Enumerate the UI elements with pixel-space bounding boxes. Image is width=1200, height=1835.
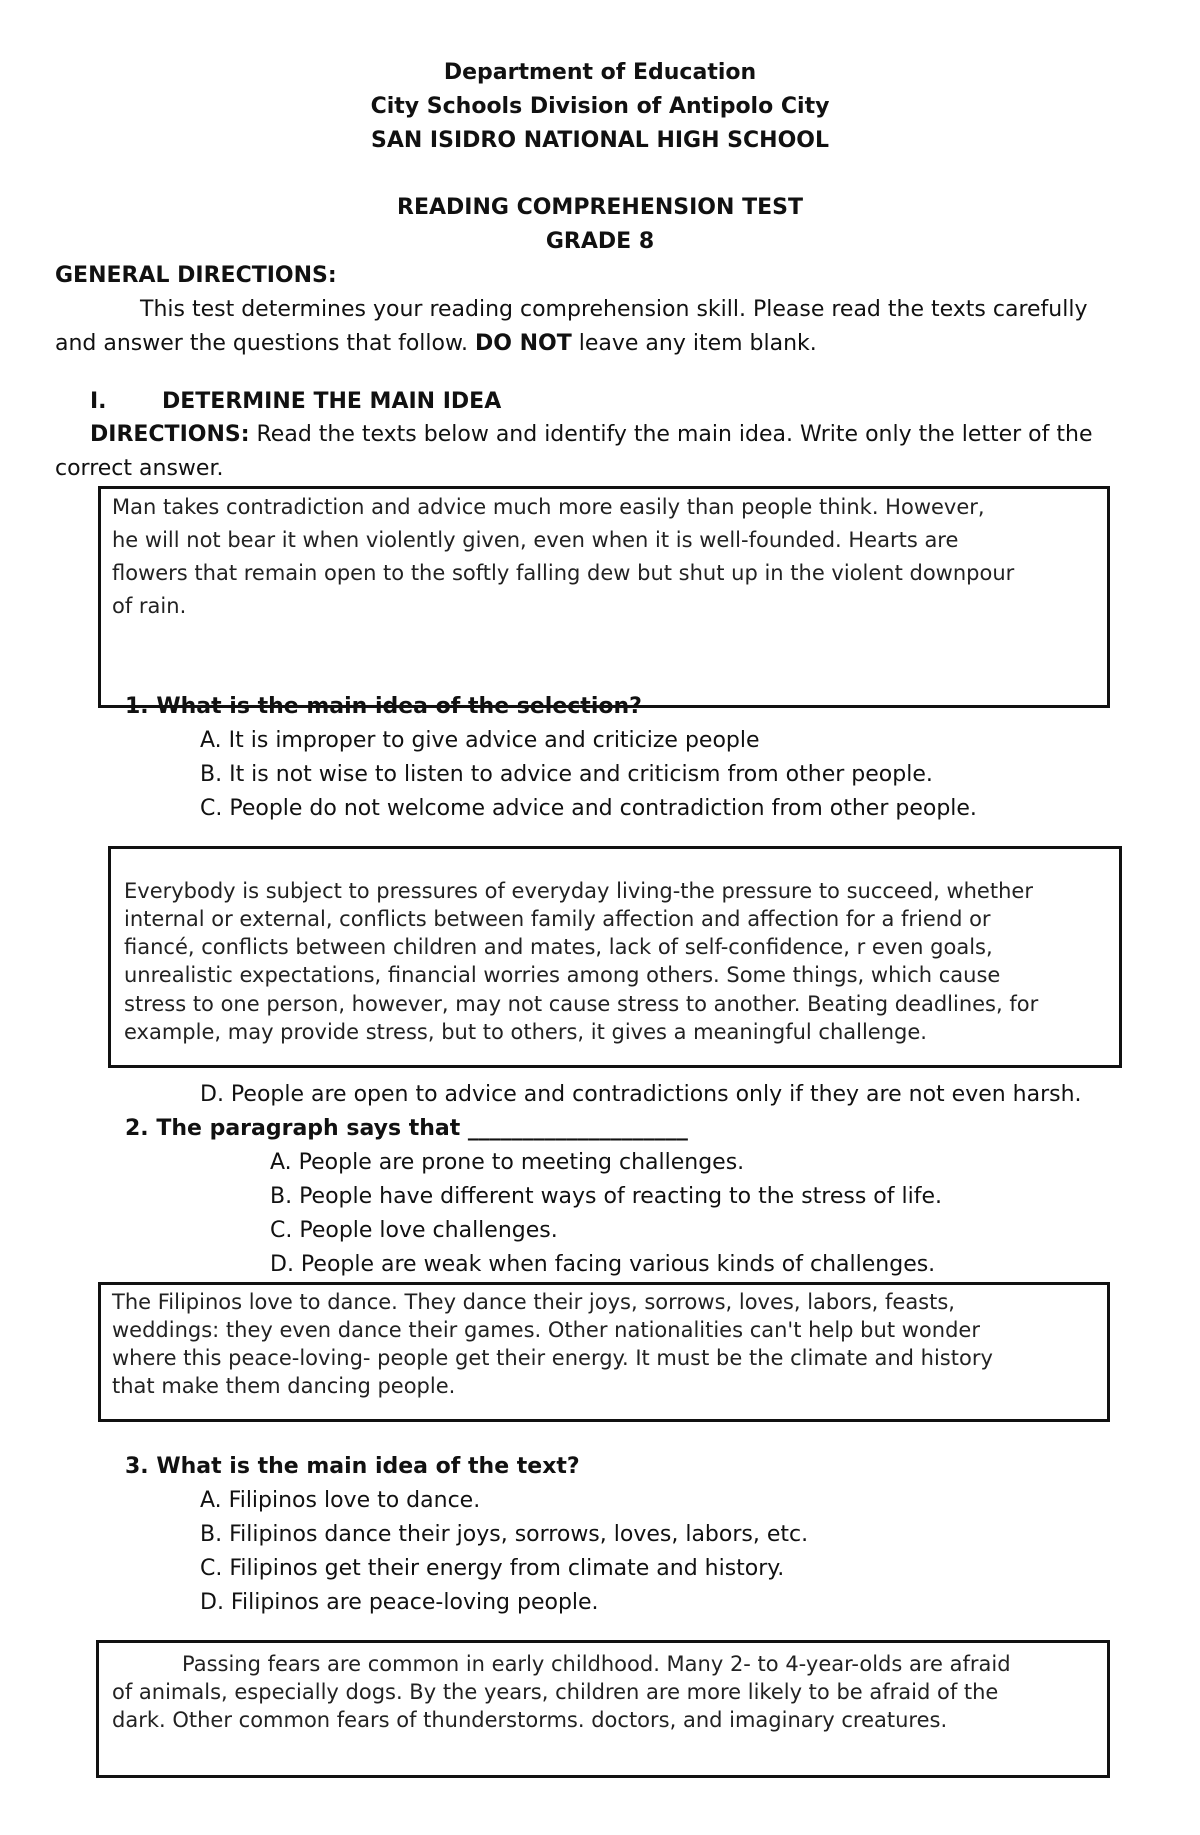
passage-2-line: example, may provide stress, but to others, it gives a meaningful challenge.	[124, 1020, 927, 1044]
passage-2-line: Everybody is subject to pressures of everyday living-the pressure to succeed, whether	[124, 879, 1033, 903]
passage-1-line: flowers that remain open to the softly falling dew but shut up in the violent downpour	[112, 561, 1015, 585]
question-1: 1. What is the main idea of the selection?	[125, 694, 642, 719]
question-1-choice-d: D. People are open to advice and contradictions only if they are not even harsh.	[200, 1082, 1082, 1107]
header-department: Department of Education	[443, 60, 757, 85]
passage-2-line: unrealistic expectations, financial worries among others. Some things, which cause	[124, 963, 1001, 987]
general-directions-heading: GENERAL DIRECTIONS:	[55, 263, 337, 288]
section-directions-label: DIRECTIONS:	[90, 422, 250, 447]
question-1-choice-c: C. People do not welcome advice and contradiction from other people.	[200, 796, 977, 821]
directions-text-part: leave any item blank.	[571, 331, 817, 356]
general-directions-text-2	[55, 327, 817, 361]
question-1-choice-a: A. It is improper to give advice and criticize people	[200, 728, 760, 753]
header-school: SAN ISIDRO NATIONAL HIGH SCHOOL	[370, 128, 829, 153]
header-division: City Schools Division of Antipolo City	[370, 94, 830, 119]
question-2-choice-b: B. People have different ways of reacting to the stress of life.	[270, 1184, 942, 1209]
question-2-choice-c: C. People love challenges.	[270, 1218, 558, 1243]
question-3: 3. What is the main idea of the text?	[125, 1454, 580, 1479]
section-title: DETERMINE THE MAIN IDEA	[162, 389, 502, 414]
section-number: I.	[90, 389, 107, 414]
passage-3-line: The Filipinos love to dance. They dance their joys, sorrows, loves, labors, feasts,	[112, 1290, 955, 1314]
passage-3-line: where this peace-loving- people get their energy. It must be the climate and history	[112, 1346, 993, 1370]
passage-2-line: fiancé, conflicts between children and mates, lack of self-confidence, r even goals,	[124, 935, 993, 959]
question-3-choice-b: B. Filipinos dance their joys, sorrows, loves, labors, etc.	[200, 1522, 809, 1547]
passage-1-line: Man takes contradiction and advice much more easily than people think. However,	[112, 495, 985, 519]
passage-2-line: stress to one person, however, may not cause stress to another. Beating deadlines, for	[124, 992, 1039, 1016]
question-2: 2. The paragraph says that ____________________	[125, 1116, 688, 1141]
passage-4-line: Passing fears are common in early childhood. Many 2- to 4-year-olds are afraid	[182, 1652, 1011, 1676]
passage-1-line: he will not bear it when violently given, even when it is well-founded. Hearts are	[112, 528, 959, 552]
directions-text-part: and answer the questions that follow.	[55, 331, 475, 356]
question-2-choice-d: D. People are weak when facing various kinds of challenges.	[270, 1252, 936, 1277]
general-directions-text: This test determines your reading comprehension skill. Please read the texts carefully	[140, 297, 1088, 322]
question-1-choice-b: B. It is not wise to listen to advice and criticism from other people.	[200, 762, 933, 787]
section-directions-continued: correct answer.	[55, 456, 224, 481]
question-2-choice-a: A. People are prone to meeting challenges.	[270, 1150, 745, 1175]
passage-4-line: dark. Other common fears of thunderstorms. doctors, and imaginary creatures.	[112, 1708, 948, 1732]
passage-1-line: of rain.	[112, 594, 187, 618]
grade-label: GRADE 8	[545, 229, 655, 254]
test-title: READING COMPREHENSION TEST	[397, 195, 803, 220]
passage-3-line: that make them dancing people.	[112, 1374, 456, 1398]
do-not-emphasis: DO NOT	[474, 331, 572, 356]
section-directions	[90, 418, 1092, 452]
question-3-choice-c: C. Filipinos get their energy from climate and history.	[200, 1556, 785, 1581]
passage-2-line: internal or external, conflicts between family affection and affection for a friend or	[124, 907, 991, 931]
question-3-choice-d: D. Filipinos are peace-loving people.	[200, 1590, 599, 1615]
passage-3-line: weddings: they even dance their games. Other nationalities can't help but wonder	[112, 1318, 980, 1342]
passage-4-line: of animals, especially dogs. By the years, children are more likely to be afraid of the	[112, 1680, 999, 1704]
question-3-choice-a: A. Filipinos love to dance.	[200, 1488, 481, 1513]
section-directions-text: Read the texts below and identify the main idea. Write only the letter of the	[249, 422, 1093, 447]
